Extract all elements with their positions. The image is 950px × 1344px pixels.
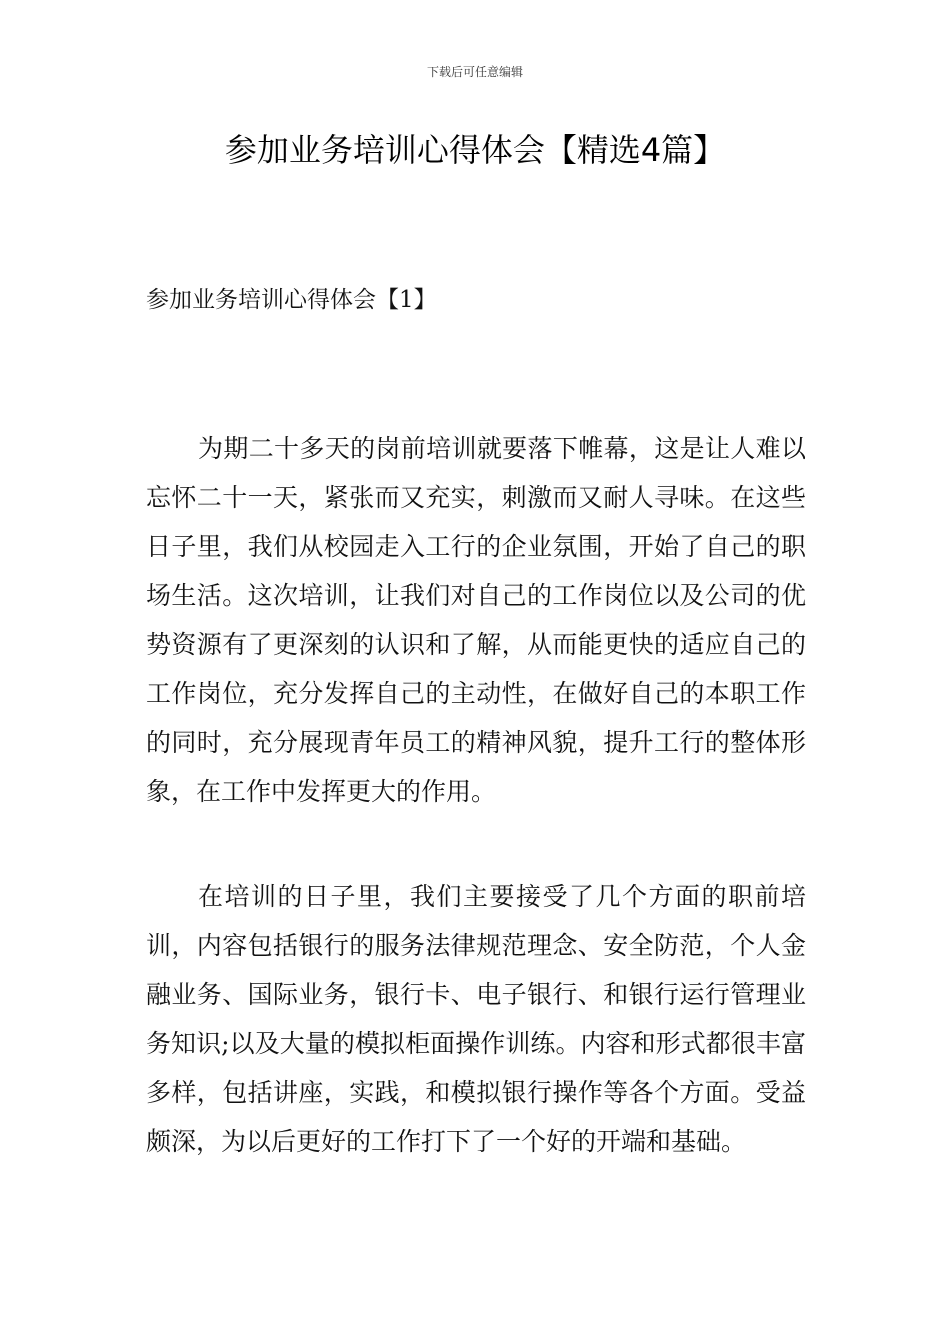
header-note: 下载后可任意编辑	[426, 65, 523, 79]
body-paragraph-1: 为期二十多天的岗前培训就要落下帷幕，这是让人难以忘怀二十一天，紧张而又充实，刺激而又耐人寻味。在这些日子里，我们从校园走入工行的企业氛围，开始了自己的职场生活。这次培训，让我们对自己的工作岗位以及公司的优势资源有了更深刻的认识和了解，从而能更快的适应自己的工作岗位，充分发挥自己的主动性，在做好自己的本职工作的同时，充分展现青年员工的精神风貌，提升工行的整体形象，在工作中发挥更大的作用。	[146, 434, 806, 806]
body-paragraph-2: 在培训的日子里，我们主要接受了几个方面的职前培训，内容包括银行的服务法律规范理念、安全防范，个人金融业务、国际业务，银行卡、电子银行、和银行运行管理业务知识;以及大量的模拟柜面操作训练。内容和形式都很丰富多样，包括讲座，实践，和模拟银行操作等各个方面。受益颇深，为以后更好的工作打下了一个好的开端和基础。	[146, 882, 806, 1156]
section-heading: 参加业务培训心得体会【1】	[146, 287, 437, 313]
document-title: 参加业务培训心得体会【精选4篇】	[224, 131, 726, 169]
